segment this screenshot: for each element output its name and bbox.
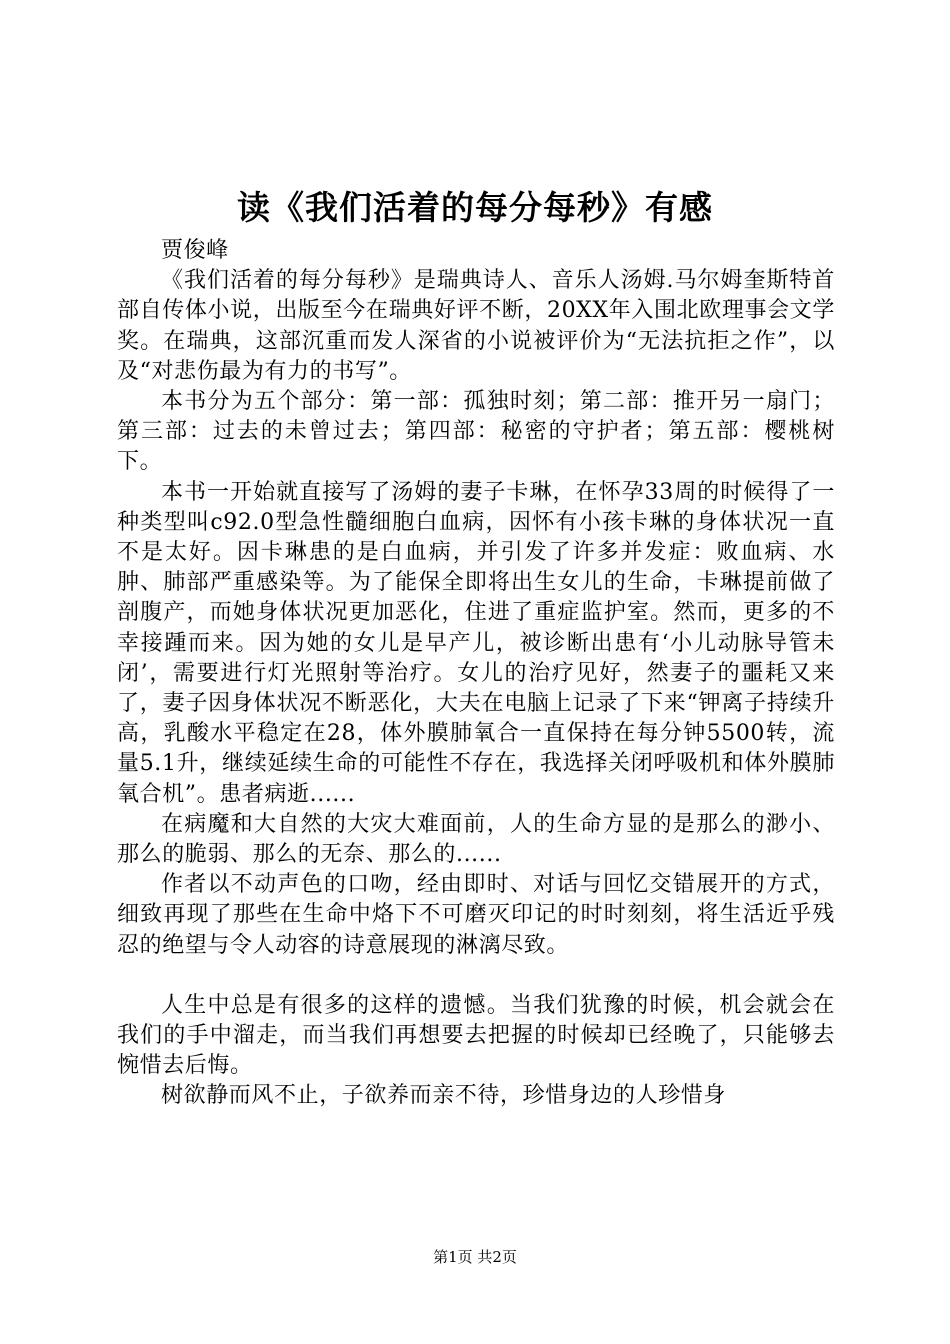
paragraph-intro: 《我们活着的每分每秒》是瑞典诗人、音乐人汤姆.马尔姆奎斯特首部自传体小说，出版至今在瑞典好评不断，20XX年入围北欧理事会文学奖。在瑞典，这部沉重而发人深省的小说被评价为“无法抗拒之作”，以及“对悲伤最为有力的书写”。: [117, 268, 835, 384]
paragraph-structure: 本书分为五个部分：第一部：孤独时刻；第二部：推开另一扇门；第三部：过去的未曾过去；第四部：秘密的守护者；第五部：樱桃树下。: [117, 389, 835, 475]
paragraph-story: 本书一开始就直接写了汤姆的妻子卡琳，在怀孕33周的时候得了一种类型叫c92.0型急性髓细胞白血病，因怀有小孩卡琳的身体状况一直不是太好。因卡琳患的是白血病，并引发了许多并发症：败血病、水肿、肺部严重感染等。为了能保全即将出生女儿的生命，卡琳提前做了剖腹产，而她身体状况更加恶化，住进了重症监护室。然而，更多的不幸接踵而来。因为她的女儿是早产儿，被诊断出患有‘小儿动脉导管未闭’，需要进行灯光照射等治疗。女儿的治疗见好，然妻子的噩耗又来了，妻子因身体状况不断恶化，大夫在电脑上记录了下来“钾离子持续升高，乳酸水平稳定在28，体外膜肺氧合一直保持在每分钟5500转，流量5.1升，继续延续生命的可能性不存在，我选择关闭呼吸机和体外膜肺氧合机”。患者病逝......: [117, 479, 835, 807]
document-body: [117, 236, 835, 1112]
paragraph-cherish: 树欲静而风不止，子欲养而亲不待，珍惜身边的人珍惜身: [161, 1083, 727, 1109]
page-footer: 第1页 共2页: [433, 1248, 517, 1266]
paragraph-reflection: 在病魔和大自然的大灾大难面前，人的生命方显的是那么的渺小、那么的脆弱、那么的无奈、那么的......: [117, 811, 835, 868]
document-title: 读《我们活着的每分每秒》有感: [237, 188, 713, 227]
paragraph-regret: 人生中总是有很多的这样的遗憾。当我们犹豫的时候，机会就会在我们的手中溜走，而当我们再想要去把握的时候却已经晚了，只能够去惋惜去后悔。: [117, 992, 835, 1079]
author-name: 贾俊峰: [161, 238, 229, 263]
paragraph-style: 作者以不动声色的口吻，经由即时、对话与回忆交错展开的方式，细致再现了那些在生命中烙下不可磨灭印记的时时刻刻，将生活近乎残忍的绝望与令人动容的诗意展现的淋漓尽致。: [117, 872, 835, 958]
